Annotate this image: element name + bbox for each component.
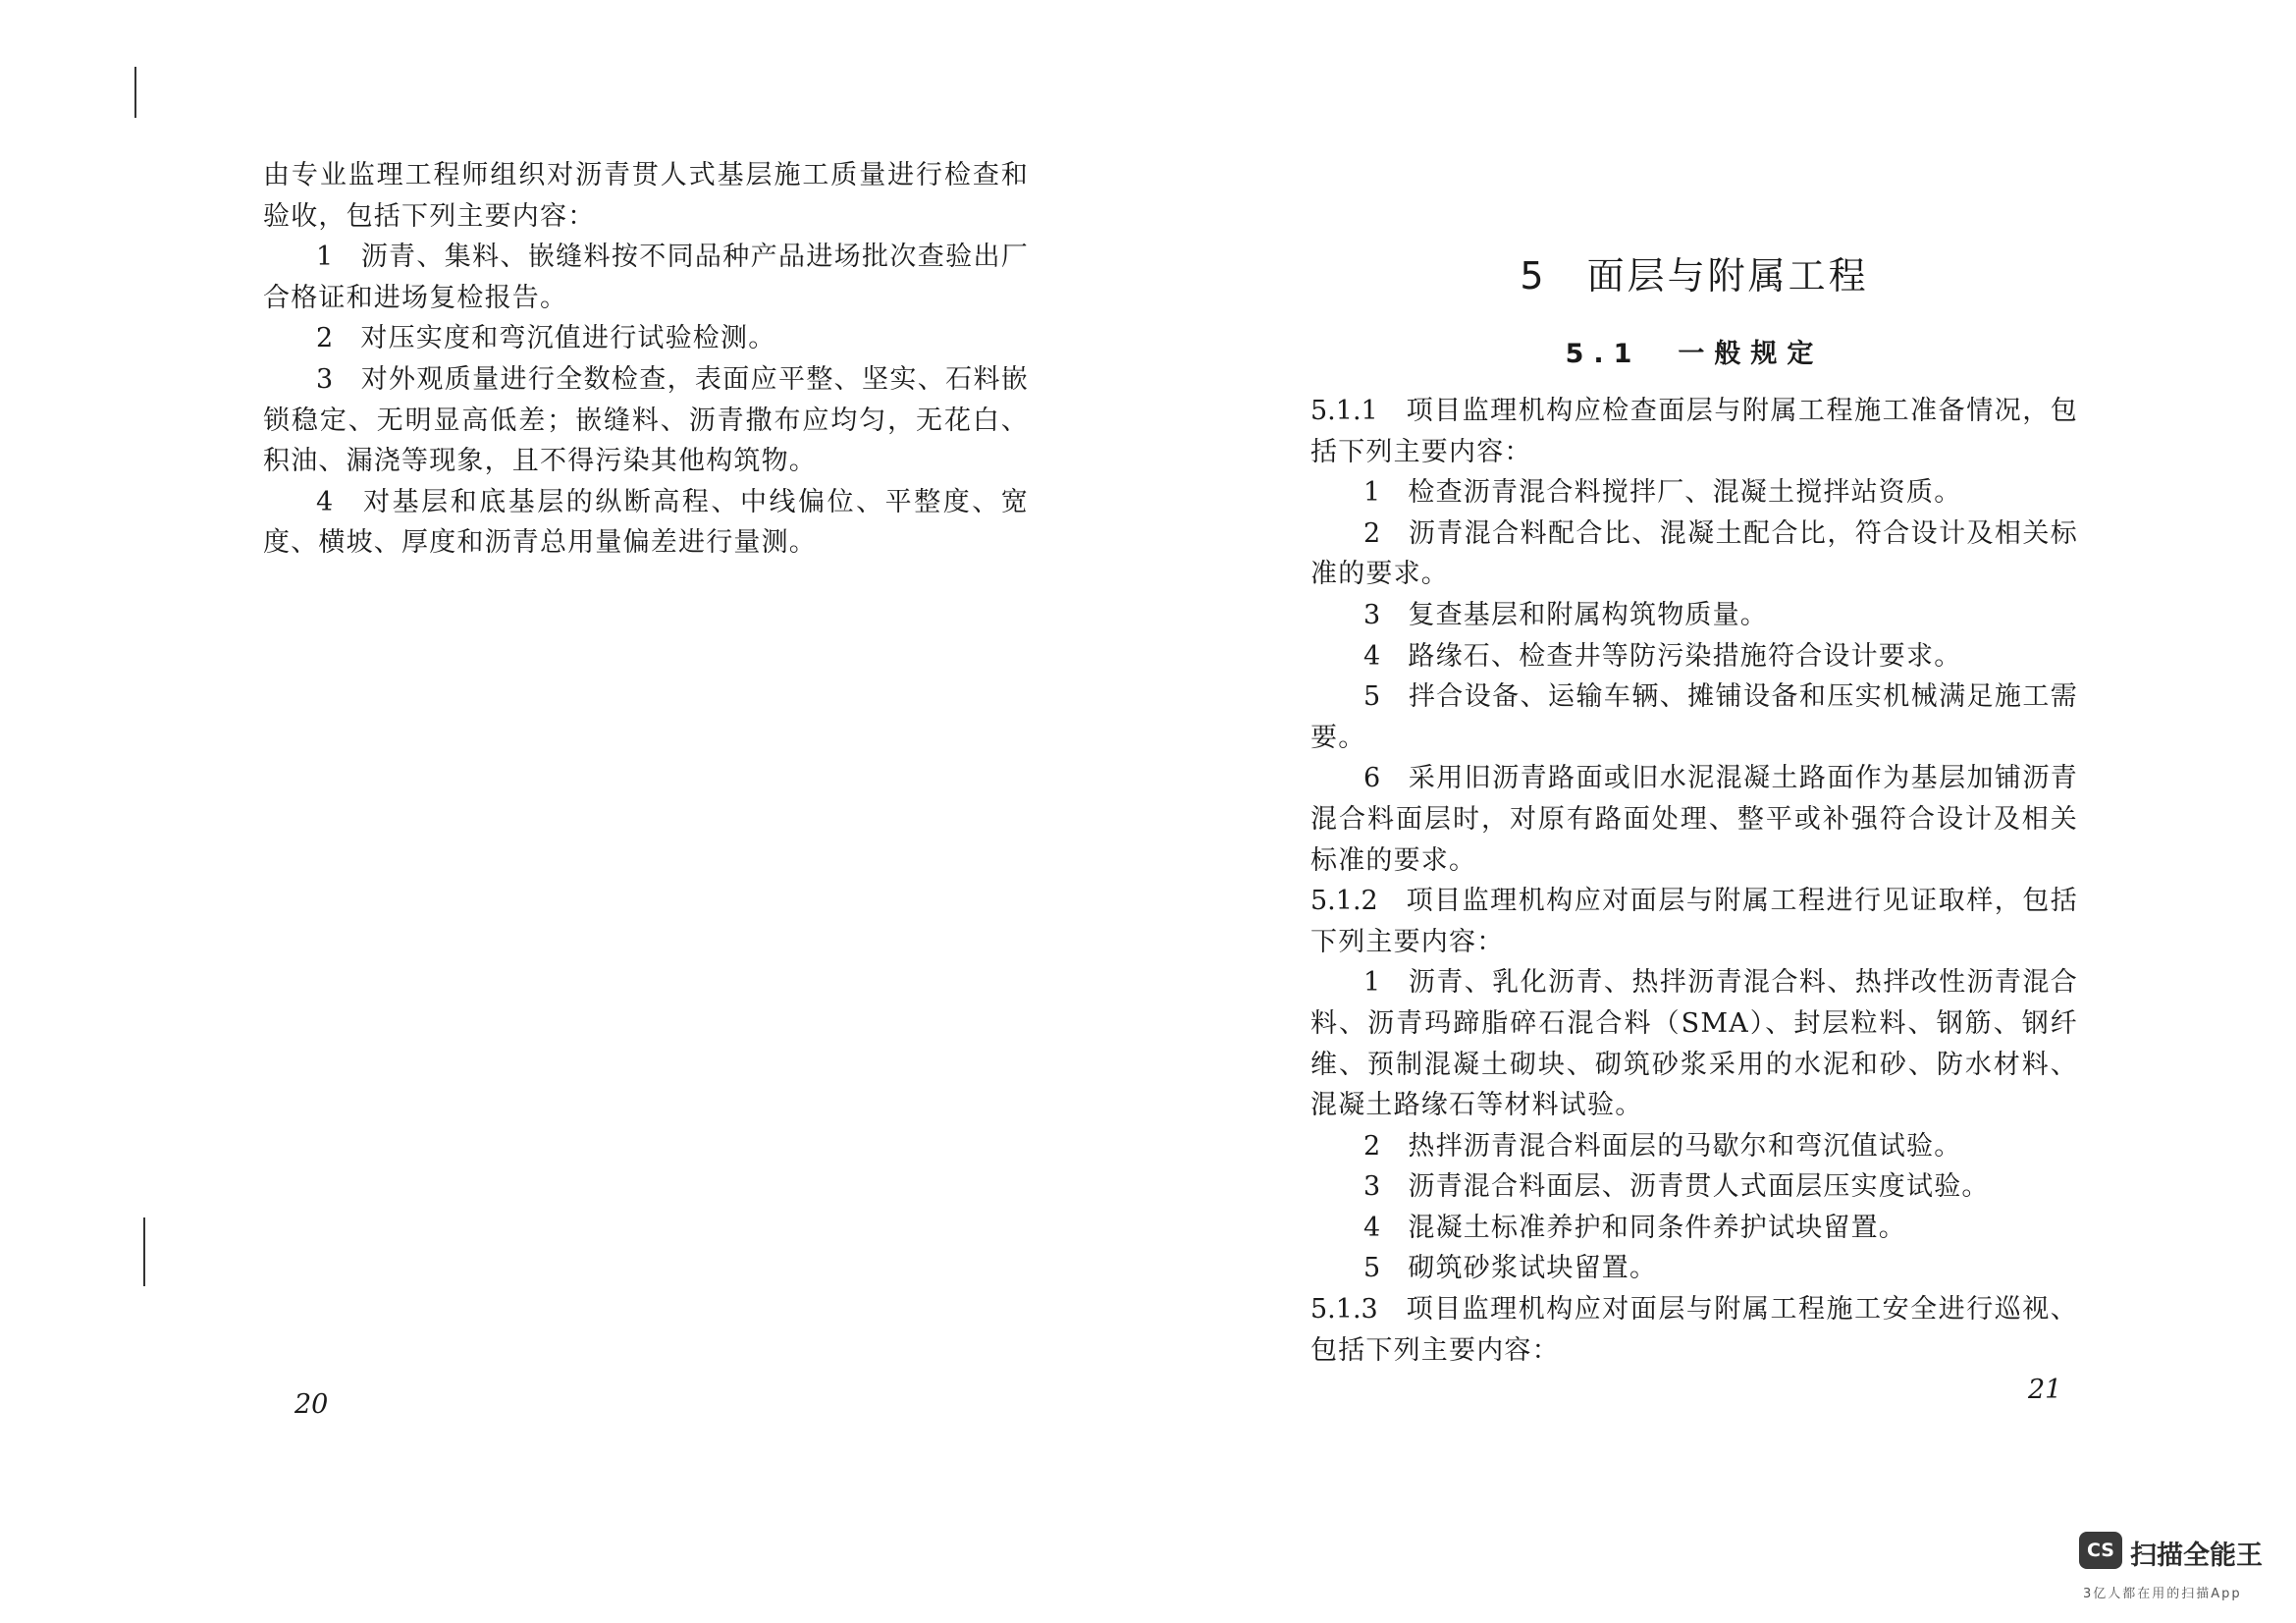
item-number: 2 [1363, 1130, 1381, 1162]
list-item [263, 237, 1029, 318]
clause [1310, 391, 2078, 472]
item-text: 采用旧沥青路面或旧水泥混凝土路面作为基层加铺沥青混合料面层时，对原有路面处理、整平或补强符合设计及相关标准的要求。 [1310, 763, 2078, 876]
right-page-body [1310, 391, 2078, 1371]
clause-text: 项目监理机构应对面层与附属工程进行见证取样，包括下列主要内容： [1310, 886, 2078, 957]
clause [1310, 881, 2078, 962]
item-text: 路缘石、检查井等防污染措施符合设计要求。 [1408, 640, 1962, 672]
item-number: 2 [316, 323, 334, 354]
camscanner-logo-icon: CS [2079, 1532, 2122, 1569]
page-number: 20 [294, 1389, 329, 1420]
item-number: 5 [1363, 681, 1381, 713]
list-item [1310, 1248, 2078, 1289]
item-number: 6 [1363, 763, 1381, 794]
list-item [1310, 1208, 2078, 1249]
item-number: 4 [1363, 1212, 1381, 1243]
item-number: 3 [316, 363, 334, 395]
scan-edge-mark [134, 67, 136, 118]
item-text: 砌筑砂浆试块留置。 [1408, 1253, 1658, 1284]
list-item [1310, 676, 2078, 758]
list-item [1310, 962, 2078, 1125]
item-number: 4 [1363, 640, 1381, 672]
list-item [263, 318, 1029, 359]
section-title: 5.1 一般规定 [1565, 339, 1824, 369]
item-number: 1 [316, 242, 334, 273]
paragraph-text: 由专业监理工程师组织对沥青贯人式基层施工质量进行检查和验收，包括下列主要内容： [263, 160, 1029, 232]
item-text: 对压实度和弯沉值进行试验检测。 [360, 323, 776, 354]
list-item [263, 359, 1029, 482]
list-item [1310, 1166, 2078, 1208]
item-number: 1 [1363, 477, 1381, 509]
clause-text: 项目监理机构应对面层与附属工程施工安全进行巡视、包括下列主要内容： [1310, 1294, 2078, 1366]
item-text: 对基层和底基层的纵断高程、中线偏位、平整度、宽度、横坡、厚度和沥青总用量偏差进行量测。 [263, 486, 1029, 559]
item-text: 混凝土标准养护和同条件养护试块留置。 [1408, 1212, 1906, 1243]
list-item [1310, 636, 2078, 677]
item-number: 2 [1363, 517, 1381, 549]
list-item [1310, 514, 2078, 595]
item-text: 复查基层和附属构筑物质量。 [1408, 599, 1768, 630]
scan-edge-mark [143, 1217, 145, 1286]
item-text: 热拌沥青混合料面层的马歇尔和弯沉值试验。 [1408, 1130, 1962, 1162]
paragraph [263, 155, 1029, 237]
clause-number: 5.1.2 [1310, 886, 1378, 917]
item-text: 沥青、乳化沥青、热拌沥青混合料、热拌改性沥青混合料、沥青玛蹄脂碎石混合料（SMA）、封层粒料、钢筋、钢纤维、预制混凝土砌块、砌筑砂浆采用的水泥和砂、防水材料、混凝土路缘石等材料试验。 [1310, 967, 2078, 1121]
watermark-tagline: 3亿人都在用的扫描App [2083, 1587, 2242, 1601]
item-text: 沥青、集料、嵌缝料按不同品种产品进场批次查验出厂合格证和进场复检报告。 [263, 242, 1029, 313]
list-item [1310, 472, 2078, 514]
list-item [1310, 595, 2078, 636]
item-number: 3 [1363, 599, 1381, 630]
clause-number: 5.1.3 [1310, 1294, 1378, 1325]
clause-text: 项目监理机构应检查面层与附属工程施工准备情况，包括下列主要内容： [1310, 396, 2078, 467]
clause-number: 5.1.1 [1310, 396, 1378, 426]
camscanner-watermark [2079, 1532, 2275, 1610]
item-text: 沥青混合料面层、沥青贯人式面层压实度试验。 [1408, 1171, 1990, 1203]
left-page-body [263, 155, 1029, 564]
item-number: 4 [316, 486, 334, 517]
clause [1310, 1289, 2078, 1371]
item-number: 1 [1363, 967, 1381, 999]
list-item [263, 482, 1029, 564]
item-number: 5 [1363, 1253, 1381, 1284]
item-text: 沥青混合料配合比、混凝土配合比，符合设计及相关标准的要求。 [1310, 517, 2078, 590]
list-item [1310, 758, 2078, 881]
watermark-app-name: 扫描全能王 [2130, 1541, 2263, 1571]
page-number: 21 [2028, 1375, 2062, 1405]
item-number: 3 [1363, 1171, 1381, 1203]
item-text: 拌合设备、运输车辆、摊铺设备和压实机械满足施工需要。 [1310, 681, 2078, 753]
list-item [1310, 1126, 2078, 1167]
item-text: 检查沥青混合料搅拌厂、混凝土搅拌站资质。 [1408, 477, 1962, 509]
chapter-title: 5 面层与附属工程 [1520, 254, 1869, 298]
item-text: 对外观质量进行全数检查，表面应平整、坚实、石料嵌锁稳定、无明显高低差；嵌缝料、沥青撒布应均匀，无花白、积油、漏浇等现象，且不得污染其他构筑物。 [263, 363, 1029, 477]
